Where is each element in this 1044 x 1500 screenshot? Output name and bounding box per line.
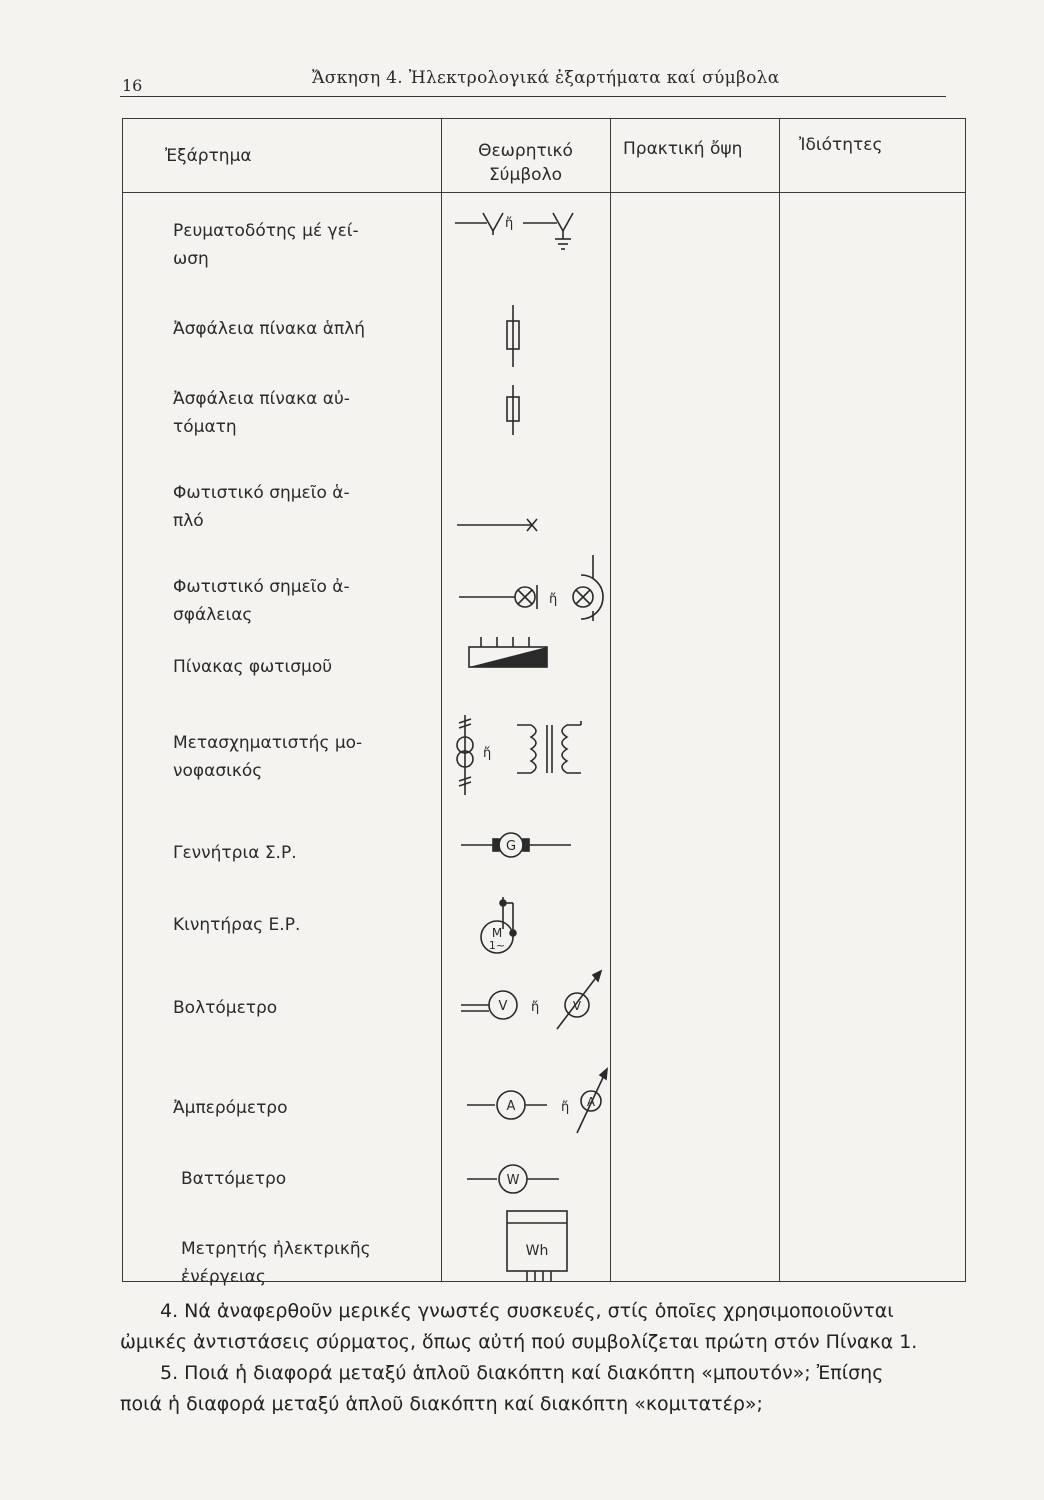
question-line: 4. Νά ἀναφερθοῦν μερικές γνωστές συσκευές, στίς ὁποῖες χρησιμοποιοῦνται: [160, 1300, 894, 1322]
fuse-simple-symbol: [503, 305, 523, 371]
col-header-practical-view: Πρακτική ὄψη: [623, 139, 743, 159]
energy-meter-symbol: [503, 1209, 573, 1287]
lighting-point-symbol: [457, 515, 547, 539]
column-divider: [779, 119, 780, 1281]
row-name: Βολτόμετρο: [173, 998, 278, 1018]
running-title: Ἄσκηση 4. Ἠλεκτρολογικά ἐξαρτήματα καί σύμβολα: [312, 68, 780, 88]
row-name: Γεννήτρια Σ.Ρ.: [173, 843, 297, 863]
socket-with-earth-symbol: [453, 211, 603, 271]
col-header-theoretical-symbol-text: Θεωρητικό Σύμβολο: [478, 141, 573, 185]
question-line: ὠμικές ἀντιστάσεις σύρματος, ὅπως αὐτή πού συμβολίζεται πρώτη στόν Πίνακα 1.: [120, 1331, 918, 1353]
col-header-theoretical-symbol: [441, 139, 610, 187]
wattmeter-symbol: [467, 1161, 587, 1201]
fuse-automatic-symbol: [503, 385, 523, 439]
exercise-questions: [120, 1296, 980, 1420]
row-name: Φωτιστικό σημεῖο ἁ- πλό: [173, 483, 350, 531]
dc-generator-symbol: [461, 823, 581, 867]
safety-lighting-symbol: [459, 553, 609, 629]
row-name: Βαττόμετρο: [181, 1169, 287, 1189]
row-name: Μετρητής ἠλεκτρικῆς ἐνέργειας: [181, 1239, 371, 1287]
or-word: ἤ: [505, 216, 514, 231]
row-name: Μετασχηματιστής μο- νοφασικός: [173, 733, 363, 781]
voltmeter-letter: V: [498, 999, 508, 1014]
or-word: ἤ: [561, 1100, 570, 1115]
ammeter-letter: A: [506, 1099, 516, 1114]
voltmeter-letter: V: [572, 999, 582, 1013]
header-divider: [123, 192, 965, 193]
question-line: ποιά ἡ διαφορά μεταξύ ἁπλοῦ διακόπτη καί διακόπτη «κομιτατέρ»;: [120, 1393, 763, 1415]
col-header-component: Ἐξάρτημα: [165, 146, 252, 166]
components-table: [122, 118, 966, 1287]
transformer-symbol: [453, 715, 603, 799]
motor-letter: M: [491, 926, 503, 940]
col-header-properties: Ἰδιότητες: [799, 135, 883, 155]
generator-letter: G: [505, 839, 517, 854]
page-header: [120, 66, 946, 97]
row-name: Ἀσφάλεια πίνακα ἁπλή: [173, 319, 366, 339]
row-name: Κινητήρας Ε.Ρ.: [173, 915, 301, 935]
or-word: ἤ: [483, 746, 492, 761]
row-name: Φωτιστικό σημεῖο ἀ- σφάλειας: [173, 577, 350, 625]
wattmeter-letter: W: [506, 1173, 520, 1188]
energy-meter-letters: Wh: [525, 1243, 549, 1259]
lighting-panel-symbol: [467, 635, 551, 675]
row-name: Ἀμπερόμετρο: [173, 1098, 288, 1118]
or-word: ἤ: [531, 1000, 540, 1015]
column-divider: [441, 119, 442, 1281]
row-name: Ἀσφάλεια πίνακα αὐ- τόματη: [173, 389, 350, 437]
ammeter-symbol: [467, 1065, 617, 1139]
page-number: 16: [122, 76, 143, 95]
motor-phase: 1~: [488, 939, 506, 952]
ac-motor-symbol: [473, 893, 533, 963]
question-line: 5. Ποιά ἡ διαφορά μεταξύ ἁπλοῦ διακόπτη καί διακόπτη «μπουτόν»; Ἐπίσης: [160, 1362, 884, 1384]
row-name: Ρευματοδότης μέ γεί- ωση: [173, 221, 359, 269]
voltmeter-symbol: [461, 965, 611, 1035]
ammeter-letter: A: [586, 1095, 596, 1109]
row-name: Πίνακας φωτισμοῦ: [173, 657, 333, 677]
or-word: ἤ: [549, 592, 558, 607]
